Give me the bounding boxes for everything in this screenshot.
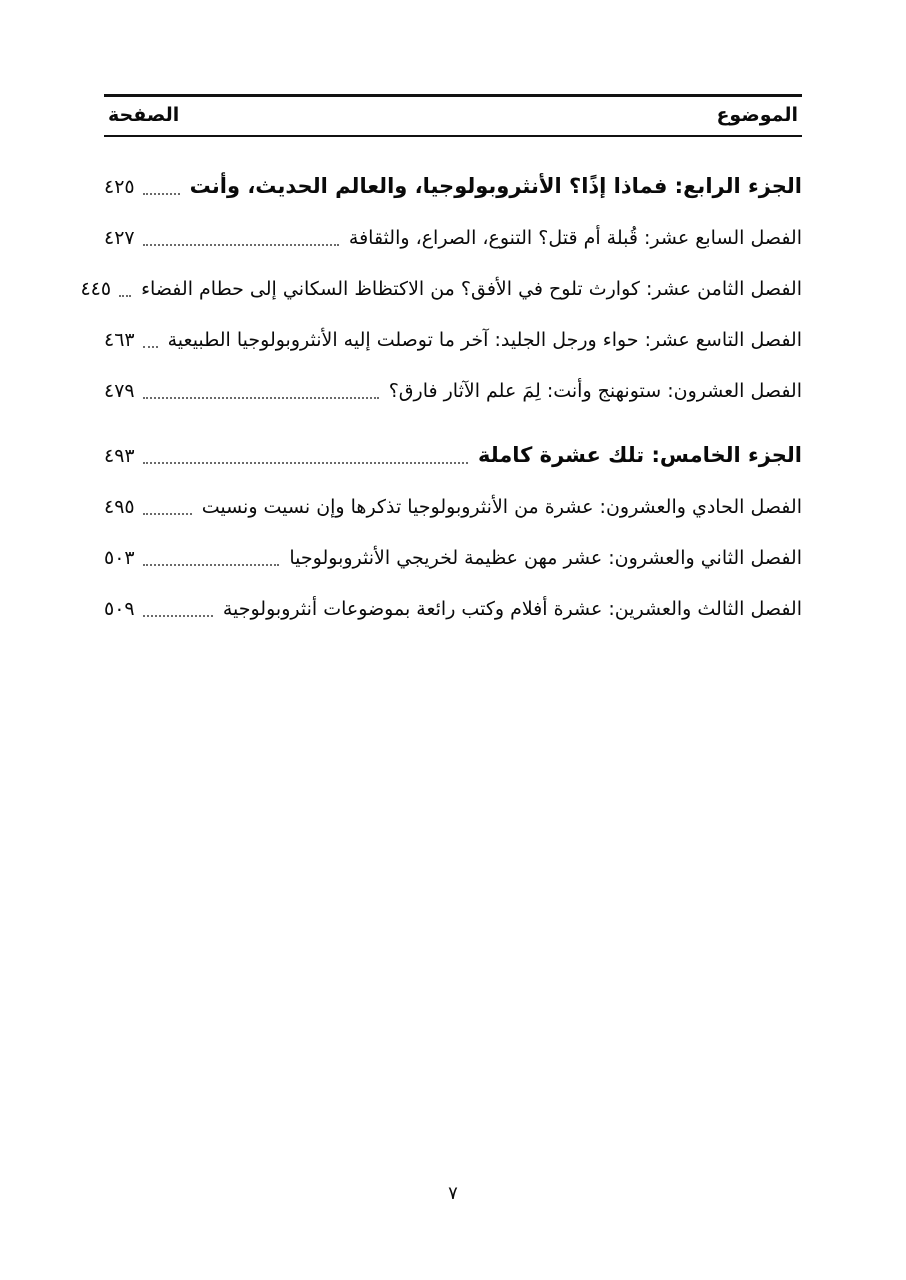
toc-entry-title: الفصل الحادي والعشرون: عشرة من الأنثروبولوجيا تذكرها وإن نسيت ونسيت: [201, 496, 802, 518]
toc-header-band: [104, 94, 802, 137]
toc-entry-title: الجزء الخامس: تلك عشرة كاملة: [477, 443, 802, 467]
toc-list: [80, 137, 802, 624]
toc-entry-page-number: ٤٩٥: [104, 496, 135, 518]
toc-entry-title: الفصل الثاني والعشرون: عشر مهن عظيمة لخريجي الأنثروبولوجيا: [289, 547, 802, 569]
dot-leader: [143, 512, 192, 515]
toc-row: [104, 440, 802, 471]
toc-entry-page-number: ٤٧٩: [104, 380, 135, 402]
toc-entry-page-number: ٤٢٥: [104, 176, 135, 198]
dot-leader: [143, 243, 339, 246]
dot-leader: [143, 563, 280, 566]
toc-entry-page-number: ٤٩٣: [104, 445, 135, 467]
dot-leader: [143, 192, 180, 195]
toc-row: [104, 223, 802, 253]
footer-page-number: ٧: [448, 1183, 458, 1204]
toc-entry-title: الجزء الرابع: فماذا إذًا؟ الأنثروبولوجيا، والعالم الحديث، وأنت: [189, 174, 802, 198]
toc-entry-page-number: ٤٦٣: [104, 329, 135, 351]
header-topic-label: الموضوع: [716, 104, 798, 126]
toc-entry-page-number: ٥٠٣: [104, 547, 135, 569]
toc-entry-page-number: ٤٢٧: [104, 227, 135, 249]
dot-leader: [143, 345, 158, 348]
toc-row: [104, 594, 802, 624]
toc-entry-title: الفصل السابع عشر: قُبلة أم قتل؟ التنوع، الصراع، والثقافة: [348, 227, 802, 249]
dot-leader: [119, 294, 131, 297]
dot-leader: [143, 396, 379, 399]
dot-leader: [143, 461, 468, 464]
toc-entry-title: الفصل التاسع عشر: حواء ورجل الجليد: آخر ما توصلت إليه الأنثروبولوجيا الطبيعية: [167, 329, 802, 351]
toc-entry-title: الفصل الثالث والعشرين: عشرة أفلام وكتب رائعة بموضوعات أنثروبولوجية: [222, 598, 802, 620]
dot-leader: [143, 614, 213, 617]
toc-entry-page-number: ٥٠٩: [104, 598, 135, 620]
toc-row: [104, 492, 802, 522]
toc-row: [104, 376, 802, 406]
toc-entry-title: الفصل العشرون: ستونهنج وأنت: لِمَ علم الآثار فارق؟: [388, 380, 802, 402]
page-content: [80, 0, 802, 624]
toc-row: [104, 543, 802, 573]
toc-entry-title: الفصل الثامن عشر: كوارث تلوح في الأفق؟ من الاكتظاظ السكاني إلى حطام الفضاء: [141, 278, 802, 300]
toc-row: [104, 325, 802, 355]
toc-entry-page-number: ٤٤٥: [80, 278, 112, 300]
toc-row: [80, 274, 802, 304]
header-page-label: الصفحة: [108, 104, 180, 126]
toc-row: [104, 171, 802, 202]
